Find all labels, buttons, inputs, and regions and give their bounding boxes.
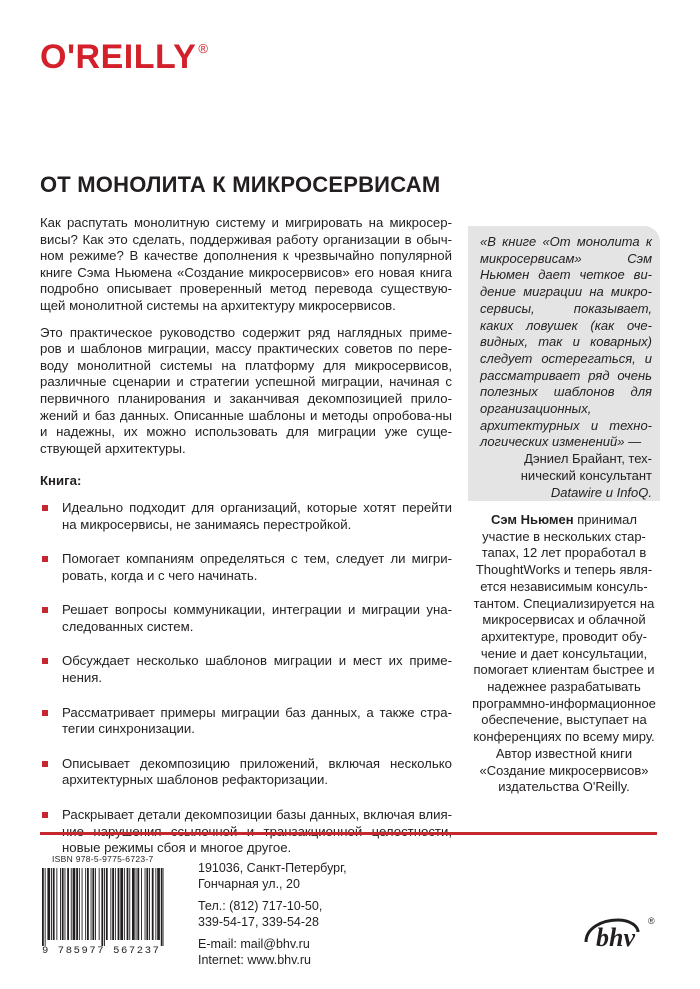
bullet-square-icon bbox=[42, 812, 48, 818]
phone-line-1: Тел.: (812) 717-10-50, bbox=[198, 899, 323, 913]
barcode-bar bbox=[91, 868, 92, 940]
barcode-bar bbox=[47, 868, 50, 940]
barcode-bar bbox=[112, 868, 114, 940]
barcode-bar bbox=[95, 868, 96, 940]
intro-paragraph-2: Это практическое руководство содержит ряд наглядных приме-ров и шаблонов миграции, массу практических советов по пере-воду монолитной системы на платформу для микросервисов, различные сценарии и стратегии успешной миграции, начиная с первичного планирования и заканчивая декомпозицией прило-жений и баз данных. Описанные шаблоны и методы опробова-ны и надежны, их можно использовать для миграции уже суще-ствующей архитектуры. bbox=[40, 324, 452, 456]
barcode-digits: 9 785977 567237 bbox=[42, 945, 161, 957]
bullet-square-icon bbox=[42, 505, 48, 511]
barcode-bar bbox=[115, 868, 116, 940]
barcode-bar bbox=[85, 868, 86, 940]
barcode-bar bbox=[161, 868, 163, 946]
barcode-bar bbox=[157, 868, 160, 940]
footer-divider bbox=[40, 832, 657, 835]
barcode-bar bbox=[141, 868, 142, 940]
bhv-logo-text: bhv bbox=[596, 923, 635, 952]
address-line-1: 191036, Санкт-Петербург, bbox=[198, 861, 347, 875]
phone-line-2: 339-54-17, 339-54-28 bbox=[198, 915, 319, 929]
author-bio bbox=[468, 512, 660, 796]
bullet-square-icon bbox=[42, 658, 48, 664]
barcode-bar bbox=[56, 868, 57, 940]
barcode-bar bbox=[110, 868, 111, 940]
barcode-bar bbox=[45, 868, 46, 946]
barcode-bar bbox=[146, 868, 148, 940]
barcode-bar bbox=[73, 868, 76, 940]
barcode-bar bbox=[106, 868, 108, 940]
barcode-bar bbox=[42, 868, 44, 946]
barcode-bar bbox=[53, 868, 55, 940]
barcode bbox=[42, 868, 164, 946]
bhv-registered-mark: ® bbox=[648, 916, 655, 926]
feature-item: Рассматривает примеры миграции баз данных, а также стра-тегии синхронизации. bbox=[40, 705, 452, 738]
email-line: E-mail: mail@bhv.ru bbox=[198, 937, 310, 951]
main-description bbox=[40, 215, 452, 875]
oreilly-logo bbox=[40, 40, 208, 74]
feature-item: Идеально подходит для организаций, которые хотят перейти на микросервисы, не занимаясь перестройкой. bbox=[40, 500, 452, 533]
bullet-square-icon bbox=[42, 761, 48, 767]
website-line: Internet: www.bhv.ru bbox=[198, 953, 312, 967]
barcode-bar bbox=[71, 868, 72, 940]
quote-attribution: Дэниел Брайант, тех-нический консультант bbox=[520, 451, 652, 483]
barcode-bar bbox=[152, 868, 154, 940]
barcode-bar bbox=[118, 868, 120, 940]
barcode-bar bbox=[87, 868, 89, 940]
barcode-bar bbox=[101, 868, 103, 946]
isbn-number: ISBN 978-5-9775-6723-7 bbox=[52, 854, 154, 864]
barcode-bar bbox=[164, 868, 165, 946]
endorsement-quote bbox=[468, 226, 660, 501]
book-features-heading: Книга: bbox=[40, 473, 82, 489]
barcode-bar bbox=[137, 868, 139, 940]
registered-mark: ® bbox=[198, 41, 209, 56]
barcode-bar bbox=[62, 868, 64, 940]
quote-organization: Datawire и InfoQ. bbox=[550, 484, 652, 500]
feature-item: Решает вопросы коммуникации, интеграции и миграции уна-следованных систем. bbox=[40, 602, 452, 635]
barcode-bar bbox=[79, 868, 80, 940]
barcode-bar bbox=[136, 868, 137, 940]
bullet-square-icon bbox=[42, 556, 48, 562]
barcode-bar bbox=[124, 868, 125, 940]
barcode-bar bbox=[120, 868, 123, 940]
author-bio-text: принимал участие в нескольких стар-тапах, 12 лет проработал в ThoughtWorks и теперь явля-ется независимым консуль-тантом. Специализируется на микросервисах и облачной архитектуре, проводит обу-чение и дает консультации, помогает клиентам быстрее и надежнее разрабатывать программно-информационное обеспечение, выступает на конференциях по всему миру. Автор известной книги «Создание микросервисов» издательства O'Reilly. bbox=[472, 512, 656, 795]
intro-paragraph-1: Как распутать монолитную систему и мигрировать на микросер-висы? Как это сделать, поддерживая работу организации в обыч-ном режиме? В качестве дополнения к чрезвычайно популярной книге Сэма Ньюмена «Создание микросервисов» его новая книга подробно описывает проверенный метод перевода существую-щей монолитной системы на архитектуру микросервисов. bbox=[40, 215, 452, 313]
barcode-bar bbox=[76, 868, 78, 940]
bhv-logo bbox=[572, 906, 672, 956]
address-line-2: Гончарная ул., 20 bbox=[198, 877, 300, 891]
barcode-bar bbox=[51, 868, 52, 940]
feature-list bbox=[40, 500, 452, 857]
feature-item: Помогает компаниям определяться с тем, следует ли мигри-ровать, когда и с чего начинать. bbox=[40, 551, 452, 584]
book-title: ОТ МОНОЛИТА К МИКРОСЕРВИСАМ bbox=[40, 172, 441, 197]
quote-text: «В книге «От монолита к микросервисам» Сэм Ньюмен дает четкое ви-дение миграции на микро-сервисы, показывает, каких ловушек (как оче-видных, так и коварных) следует остерегаться, и рассматривает ряд очень полезных шаблонов для организационных, архитектурных и техно-логических изменений» — bbox=[480, 234, 652, 450]
barcode-bar bbox=[65, 868, 66, 940]
barcode-bar bbox=[67, 868, 69, 940]
barcode-bar bbox=[60, 868, 61, 940]
barcode-bar bbox=[129, 868, 130, 940]
barcode-bar bbox=[149, 868, 150, 940]
barcode-bar bbox=[145, 868, 146, 940]
barcode-bar bbox=[104, 868, 105, 946]
barcode-bar bbox=[132, 868, 135, 940]
feature-item: Описывает декомпозицию приложений, включая несколько архитектурных шаблонов рефакторизации. bbox=[40, 756, 452, 789]
barcode-bar bbox=[127, 868, 129, 940]
publisher-contacts bbox=[198, 860, 347, 968]
barcode-bar bbox=[92, 868, 94, 940]
bullet-square-icon bbox=[42, 607, 48, 613]
oreilly-logo-text: O'REILLY bbox=[40, 38, 197, 76]
barcode-bar bbox=[155, 868, 156, 940]
feature-item: Обсуждает несколько шаблонов миграции и мест их приме-нения. bbox=[40, 653, 452, 686]
bullet-square-icon bbox=[42, 710, 48, 716]
barcode-bar bbox=[99, 868, 100, 940]
barcode-bar bbox=[82, 868, 83, 940]
feature-item: Раскрывает детали декомпозиции базы данных, включая влия- новые режимы сбоя и многое другое. bbox=[40, 807, 452, 857]
author-name: Сэм Ньюмен bbox=[491, 512, 574, 527]
